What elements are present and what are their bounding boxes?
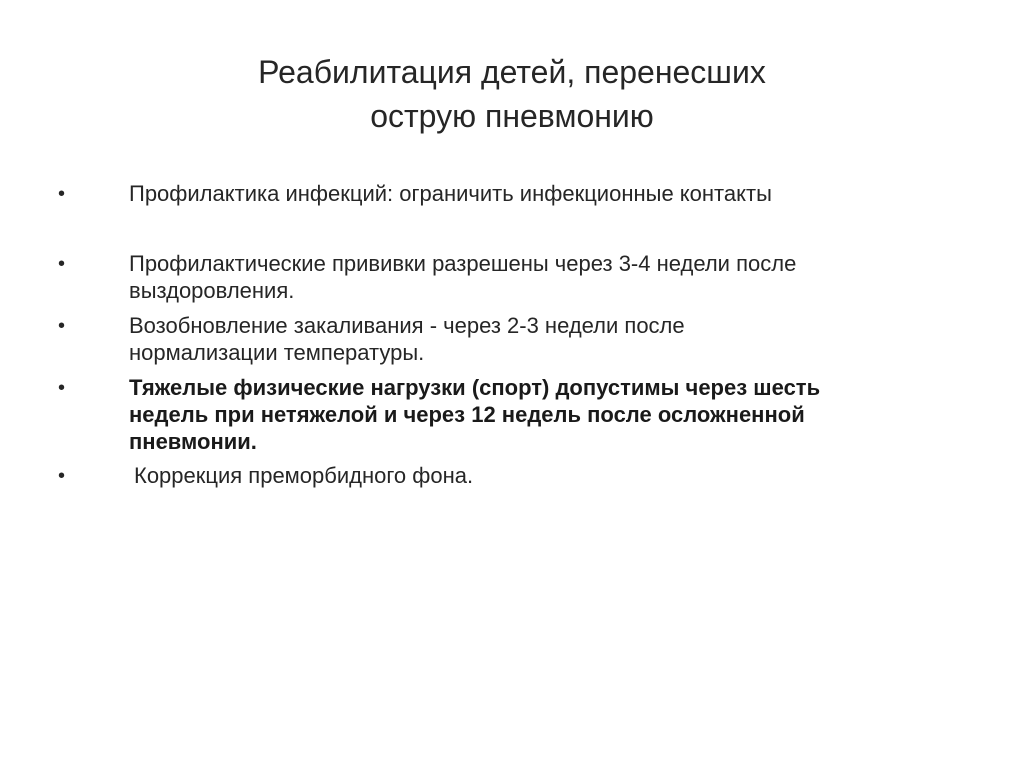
slide-title	[112, 50, 912, 138]
bullet-text	[129, 250, 929, 304]
bullet-marker: •	[58, 253, 66, 275]
bullet-line: Профилактические прививки разрешены через 3-4 недели после	[129, 251, 797, 276]
bullet-line: нормализации температуры.	[129, 340, 425, 365]
bullet-text	[129, 180, 929, 207]
bullet-line: выздоровления.	[129, 278, 295, 303]
bullet-line: Коррекция преморбидного фона.	[134, 463, 474, 488]
bullet-line: недель при нетяжелой и через 12 недель после осложненной	[129, 402, 805, 427]
slide-title-line: острую пневмонию	[370, 98, 654, 134]
bullet-line: Профилактика инфекций: ограничить инфекционные контакты	[129, 181, 772, 206]
bullet-marker: •	[58, 465, 66, 487]
bullet-text	[129, 374, 929, 455]
bullet-marker: •	[58, 183, 66, 205]
bullet-line: Возобновление закаливания - через 2-3 недели после	[129, 313, 685, 338]
bullet-marker: •	[58, 315, 66, 337]
slide-title-line: Реабилитация детей, перенесших	[258, 54, 766, 90]
bullet-marker: •	[58, 377, 66, 399]
bullet-text	[134, 462, 934, 489]
bullet-line: Тяжелые физические нагрузки (спорт) допустимы через шесть	[129, 375, 821, 400]
bullet-text	[129, 312, 929, 366]
bullet-line: пневмонии.	[129, 429, 257, 454]
